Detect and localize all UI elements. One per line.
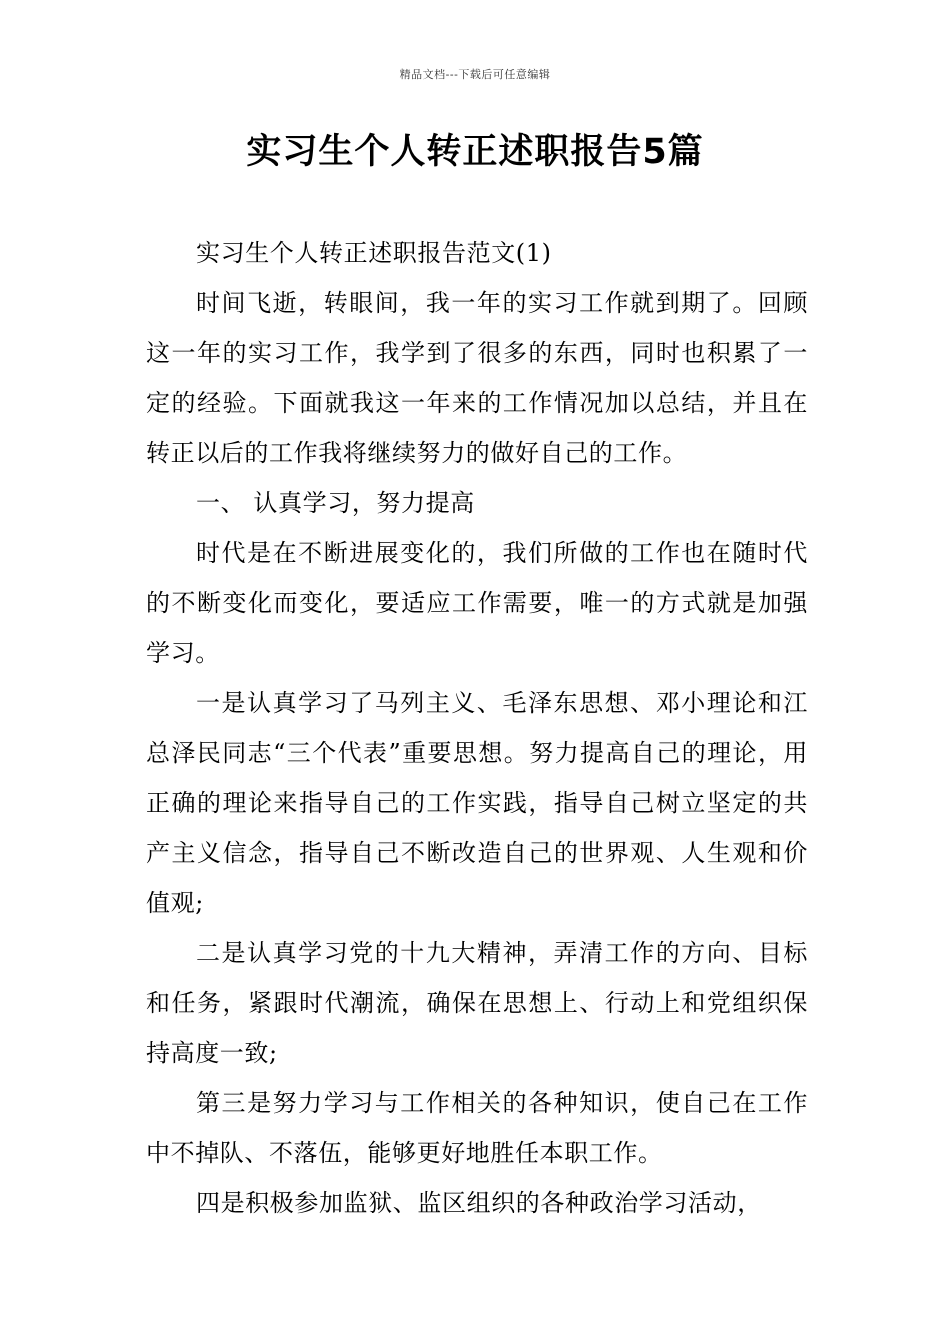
paragraph: 时代是在不断进展变化的，我们所做的工作也在随时代的不断变化而变化，要适应工作需要，唯一的方式就是加强学习。: [146, 539, 808, 667]
paragraph: 第三是努力学习与工作相关的各种知识，使自己在工作中不掉队、不落伍，能够更好地胜任本职工作。: [146, 1089, 808, 1167]
paragraph-subtitle: 实习生个人转正述职报告范文(1): [196, 239, 552, 267]
document-title: 实习生个人转正述职报告5篇: [246, 132, 704, 172]
document-body: [146, 228, 808, 1228]
paragraph: 二是认真学习党的十九大精神，弄清工作的方向、目标和任务，紧跟时代潮流，确保在思想上、行动上和党组织保持高度一致;: [146, 939, 808, 1067]
header-note: 精品文档---下载后可任意编辑: [399, 68, 551, 81]
paragraph: 一是认真学习了马列主义、毛泽东思想、邓小理论和江总泽民同志“三个代表”重要思想。努力提高自己的理论，用正确的理论来指导自己的工作实践，指导自己树立坚定的共产主义信念，指导自己不断改造自己的世界观、人生观和价值观;: [146, 689, 808, 917]
section-heading: 一、 认真学习，努力提高: [196, 489, 475, 517]
paragraph: 四是积极参加监狱、监区组织的各种政治学习活动，: [196, 1189, 762, 1217]
paragraph: 时间飞逝，转眼间，我一年的实习工作就到期了。回顾这一年的实习工作，我学到了很多的东西，同时也积累了一定的经验。下面就我这一年来的工作情况加以总结，并且在转正以后的工作我将继续努力的做好自己的工作。: [146, 289, 808, 467]
